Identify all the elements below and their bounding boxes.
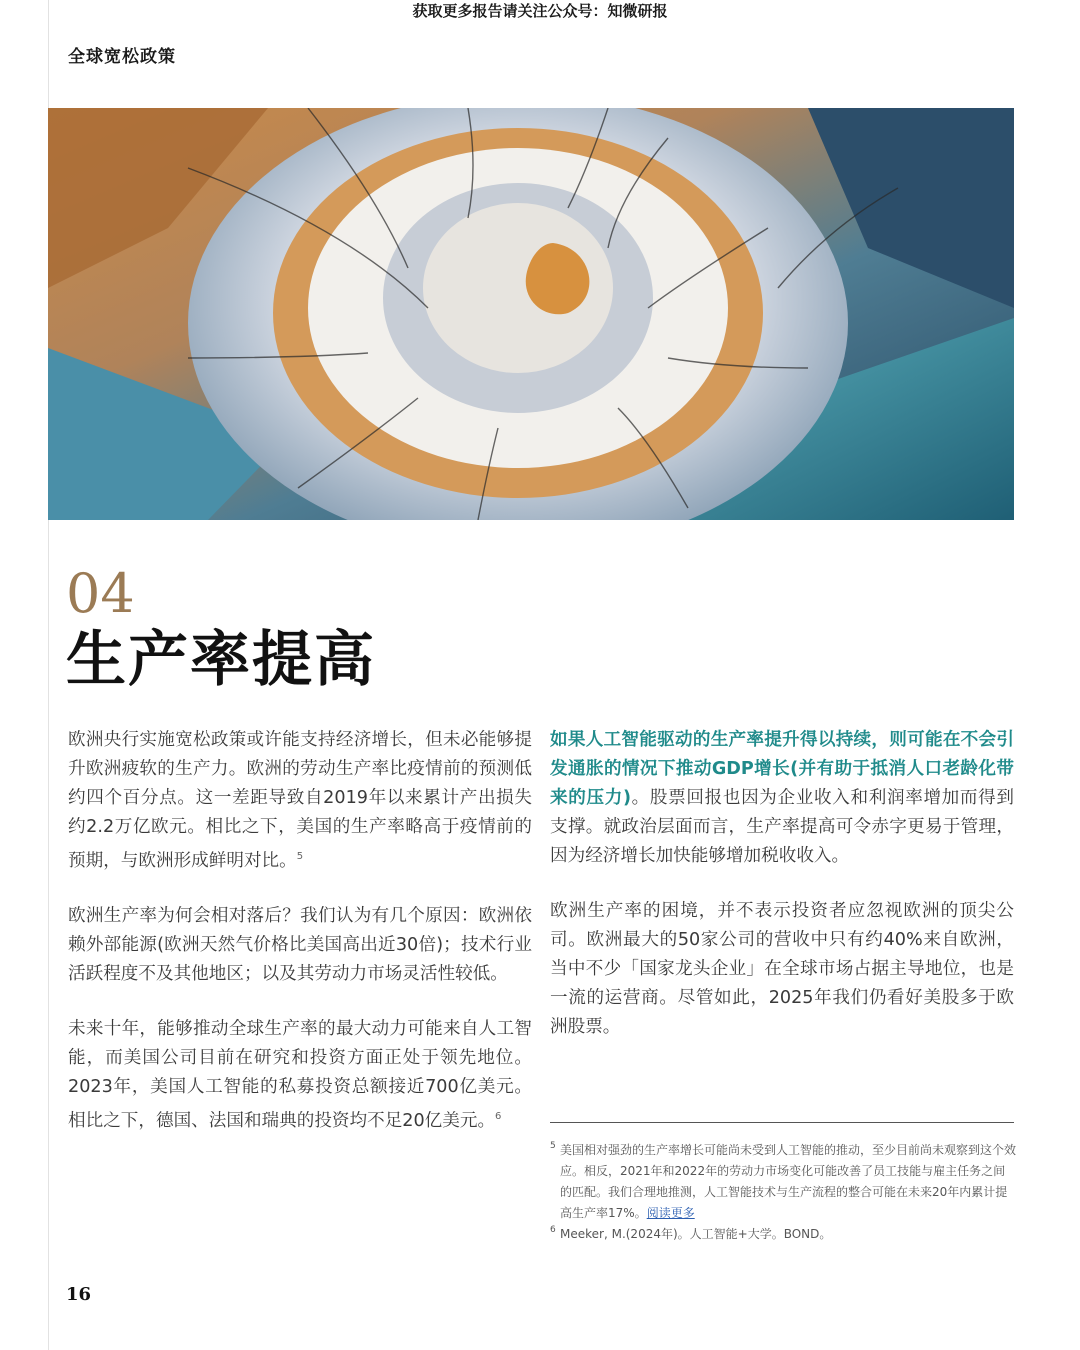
paragraph-text: 欧洲生产率为何会相对落后？我们认为有几个原因：欧洲依赖外部能源(欧洲天然气价格比美国高出近30倍)；技术行业活跃程度不及其他地区；以及其劳动力市场灵活性较低。 (68, 905, 532, 984)
paragraph-text: 未来十年，能够推动全球生产率的最大动力可能来自人工智能，而美国公司目前在研究和投资方面正处于领先地位。2023年，美国人工智能的私募投资总额接近700亿美元。相比之下，德国、法国和瑞典的投资均不足20亿美元。 (68, 1018, 532, 1131)
paragraph-reasons (68, 902, 532, 989)
footnote-6 (550, 1224, 1016, 1245)
footnote-mark: 5 (550, 1141, 556, 1151)
page-number: 16 (66, 1284, 92, 1305)
paragraph-text: 。股票回报也因为企业收入和利润率增加而得到支撑。就政治层面而言，生产率提高可令赤字更易于管理，因为经济增长加快能够增加税收收入。 (550, 788, 1014, 866)
top-banner: 获取更多报告请关注公众号：知微研报 (412, 2, 668, 20)
footnote-mark: 6 (550, 1225, 556, 1235)
spiral-staircase-photo (48, 108, 1014, 520)
paragraph-text: 欧洲央行实施宽松政策或许能支持经济增长，但未必能够提升欧洲疲软的生产力。欧洲的劳动生产率比疫情前的预测低约四个百分点。这一差距导致自2019年以来累计产出损失约2.2万亿欧元。相比之下，美国的生产率略高于疫情前的预期，与欧洲形成鲜明对比。 (68, 730, 532, 871)
footnote-divider (550, 1122, 1014, 1123)
section-label: 全球宽松政策 (68, 47, 176, 67)
spiral-photo-art (48, 108, 1014, 520)
paragraph-ai-investment (68, 1015, 532, 1136)
footnotes (550, 1140, 1016, 1245)
paragraph-ai-growth (550, 726, 1014, 871)
footnote-ref[interactable]: 6 (495, 1110, 502, 1122)
footnote-text: Meeker, M.(2024年)。人工智能+大学。BOND。 (560, 1227, 832, 1241)
footnote-5 (550, 1140, 1016, 1224)
chapter-number: 04 (66, 562, 135, 625)
paragraph-european-companies (550, 897, 1014, 1042)
left-column (68, 726, 532, 1162)
right-column (550, 726, 1014, 1068)
footnote-text: 美国相对强劲的生产率增长可能尚未受到人工智能的推动，至少目前尚未观察到这个效应。相反，2021年和2022年的劳动力市场变化可能改善了员工技能与雇主任务之间的匹配。我们合理地推测，人工智能技术与生产流程的整合可能在未来20年内累计提高生产率17%。 (560, 1143, 1017, 1220)
paragraph-productivity-gap (68, 726, 532, 876)
highlight-text: 如果人工智能驱动的生产率提升得以持续，则可能在不会引发通胀的情况下推动GDP增长(并有助于抵消人口老龄化带来的压力) (550, 730, 1014, 808)
footnote-ref[interactable]: 5 (296, 851, 304, 862)
read-more-link[interactable]: 阅读更多 (646, 1206, 695, 1220)
paragraph-text: 欧洲生产率的困境，并不表示投资者应忽视欧洲的顶尖公司。欧洲最大的50家公司的营收中只有约40%来自欧洲，当中不少「国家龙头企业」在全球市场占据主导地位，也是一流的运营商。尽管如此，2025年我们仍看好美股多于欧洲股票。 (550, 901, 1014, 1037)
chapter-title: 生产率提高 (66, 625, 376, 695)
